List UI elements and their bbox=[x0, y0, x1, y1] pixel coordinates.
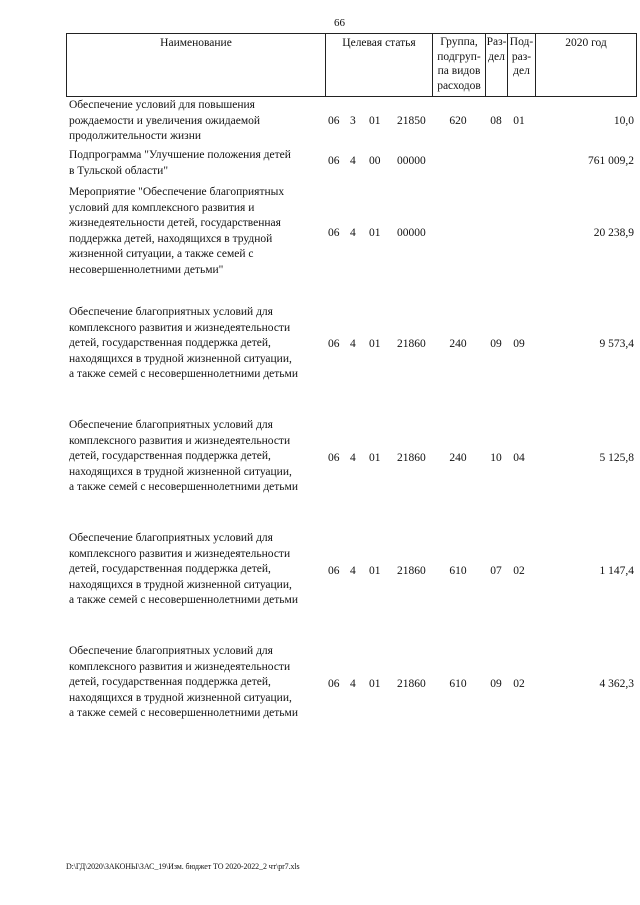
name-line: находящихся в трудной жизненной ситуации, bbox=[69, 578, 292, 591]
name-line: в Тульской области" bbox=[69, 164, 169, 177]
name-line: комплексного развития и жизнедеятельности bbox=[69, 547, 291, 560]
name-line: поддержка детей, находящихся в трудной bbox=[69, 232, 273, 245]
name-line: а также семей с несовершеннолетними детьми bbox=[69, 368, 298, 381]
header-section bbox=[486, 35, 507, 64]
amount-cell: 10,0 bbox=[613, 115, 634, 127]
table-row-name bbox=[69, 185, 323, 279]
cs4-cell: 21860 bbox=[397, 565, 426, 577]
header-bottom-border bbox=[66, 96, 637, 97]
cs2-cell: 4 bbox=[350, 155, 356, 167]
cs1-cell: 06 bbox=[328, 565, 340, 577]
header-subsection-line: дел bbox=[513, 65, 530, 77]
header-section-line: дел bbox=[488, 50, 505, 63]
table-row-name bbox=[69, 644, 323, 722]
name-line: Обеспечение благоприятных условий для bbox=[69, 419, 273, 431]
table-row-name bbox=[69, 98, 323, 145]
name-line: находящихся в трудной жизненной ситуации, bbox=[69, 465, 292, 478]
name-line: Обеспечение благоприятных условий для bbox=[69, 645, 273, 657]
name-line: Обеспечение благоприятных условий для bbox=[69, 306, 273, 318]
name-line: находящихся в трудной жизненной ситуации, bbox=[69, 352, 292, 365]
cs1-cell: 06 bbox=[328, 155, 340, 167]
name-line: а также семей с несовершеннолетними детьми bbox=[69, 707, 298, 720]
cs3-cell: 01 bbox=[369, 565, 381, 577]
subsection-cell: 02 bbox=[513, 565, 525, 577]
amount-cell: 5 125,8 bbox=[599, 452, 634, 464]
name-line: условий для комплексного развития и bbox=[69, 201, 255, 214]
header-right-border bbox=[636, 33, 637, 97]
cs4-cell: 21860 bbox=[397, 678, 426, 690]
name-line: комплексного развития и жизнедеятельности bbox=[69, 660, 291, 673]
cs3-cell: 01 bbox=[369, 678, 381, 690]
header-year: 2020 год bbox=[565, 37, 607, 49]
cs2-cell: 4 bbox=[350, 565, 356, 577]
name-line: жизнедеятельности детей, государственная bbox=[69, 217, 281, 230]
name-line: детей, государственная поддержка детей, bbox=[69, 337, 271, 350]
name-line: жизненной ситуации, а также семей с bbox=[69, 248, 254, 261]
cs4-cell: 21860 bbox=[397, 452, 426, 464]
section-cell: 10 bbox=[490, 452, 502, 464]
table-row-name bbox=[69, 305, 323, 383]
name-line: комплексного развития и жизнедеятельности bbox=[69, 434, 291, 447]
cs4-cell: 00000 bbox=[397, 227, 426, 239]
group-cell: 610 bbox=[449, 678, 467, 690]
subsection-cell: 04 bbox=[513, 452, 525, 464]
table-row-name bbox=[69, 531, 323, 609]
file-path-footer: D:\ГД\2020\ЗАКОНЫ\ЗАС_19\Изм. бюджет ТО 2020-2022_2 чт\pr7.xls bbox=[66, 862, 300, 871]
subsection-cell: 01 bbox=[513, 115, 525, 127]
section-cell: 09 bbox=[490, 338, 502, 350]
header-top-border bbox=[66, 33, 637, 34]
cs1-cell: 06 bbox=[328, 338, 340, 350]
amount-cell: 4 362,3 bbox=[599, 678, 634, 690]
cs1-cell: 06 bbox=[328, 227, 340, 239]
group-cell: 610 bbox=[449, 565, 467, 577]
cs3-cell: 01 bbox=[369, 115, 381, 127]
header-subsection-line: Под- bbox=[509, 36, 534, 48]
cs1-cell: 06 bbox=[328, 678, 340, 690]
name-line: Обеспечение условий для повышения bbox=[69, 99, 255, 111]
name-line: а также семей с несовершеннолетними детьми bbox=[69, 481, 298, 494]
group-cell: 240 bbox=[449, 452, 467, 464]
cs3-cell: 01 bbox=[369, 452, 381, 464]
name-line: детей, государственная поддержка детей, bbox=[69, 563, 271, 576]
header-group-line: Группа, bbox=[440, 36, 478, 48]
header-subsection bbox=[508, 35, 535, 79]
header-group bbox=[433, 35, 485, 93]
name-line: детей, государственная поддержка детей, bbox=[69, 676, 271, 689]
amount-cell: 761 009,2 bbox=[588, 155, 634, 167]
section-cell: 08 bbox=[490, 115, 502, 127]
cs1-cell: 06 bbox=[328, 115, 340, 127]
name-line: комплексного развития и жизнедеятельности bbox=[69, 321, 291, 334]
subsection-cell: 09 bbox=[513, 338, 525, 350]
amount-cell: 20 238,9 bbox=[593, 227, 634, 239]
amount-cell: 1 147,4 bbox=[599, 565, 634, 577]
cs2-cell: 4 bbox=[350, 678, 356, 690]
name-line: Мероприятие "Обеспечение благоприятных bbox=[69, 186, 285, 198]
name-line: несовершеннолетними детьми" bbox=[69, 263, 224, 276]
group-cell: 620 bbox=[449, 115, 467, 127]
cs3-cell: 00 bbox=[369, 155, 381, 167]
cs2-cell: 4 bbox=[350, 338, 356, 350]
header-group-line: подгруп- bbox=[437, 50, 481, 63]
header-section-line: Раз- bbox=[486, 36, 507, 48]
name-line: находящихся в трудной жизненной ситуации, bbox=[69, 691, 292, 704]
subsection-cell: 02 bbox=[513, 678, 525, 690]
cs1-cell: 06 bbox=[328, 452, 340, 464]
cs3-cell: 01 bbox=[369, 227, 381, 239]
name-line: рождаемости и увеличения ожидаемой bbox=[69, 114, 260, 127]
header-subsection-line: раз- bbox=[511, 50, 532, 63]
header-target-article: Целевая статья bbox=[342, 37, 416, 49]
name-line: Подпрограмма "Улучшение положения детей bbox=[69, 149, 291, 161]
table-row-name bbox=[69, 148, 323, 179]
amount-cell: 9 573,4 bbox=[599, 338, 634, 350]
cs2-cell: 4 bbox=[350, 227, 356, 239]
cs4-cell: 21860 bbox=[397, 338, 426, 350]
group-cell: 240 bbox=[449, 338, 467, 350]
header-group-line: расходов bbox=[437, 79, 481, 92]
cs3-cell: 01 bbox=[369, 338, 381, 350]
name-line: продолжительности жизни bbox=[69, 130, 202, 143]
cs4-cell: 21850 bbox=[397, 115, 426, 127]
cs2-cell: 3 bbox=[350, 115, 356, 127]
name-line: детей, государственная поддержка детей, bbox=[69, 450, 271, 463]
header-name: Наименование bbox=[160, 37, 232, 49]
name-line: Обеспечение благоприятных условий для bbox=[69, 532, 273, 544]
page-number: 66 bbox=[334, 17, 345, 29]
section-cell: 09 bbox=[490, 678, 502, 690]
cs4-cell: 00000 bbox=[397, 155, 426, 167]
cs2-cell: 4 bbox=[350, 452, 356, 464]
table-row-name bbox=[69, 418, 323, 496]
section-cell: 07 bbox=[490, 565, 502, 577]
name-line: а также семей с несовершеннолетними детьми bbox=[69, 594, 298, 607]
header-group-line: па видов bbox=[437, 65, 481, 77]
